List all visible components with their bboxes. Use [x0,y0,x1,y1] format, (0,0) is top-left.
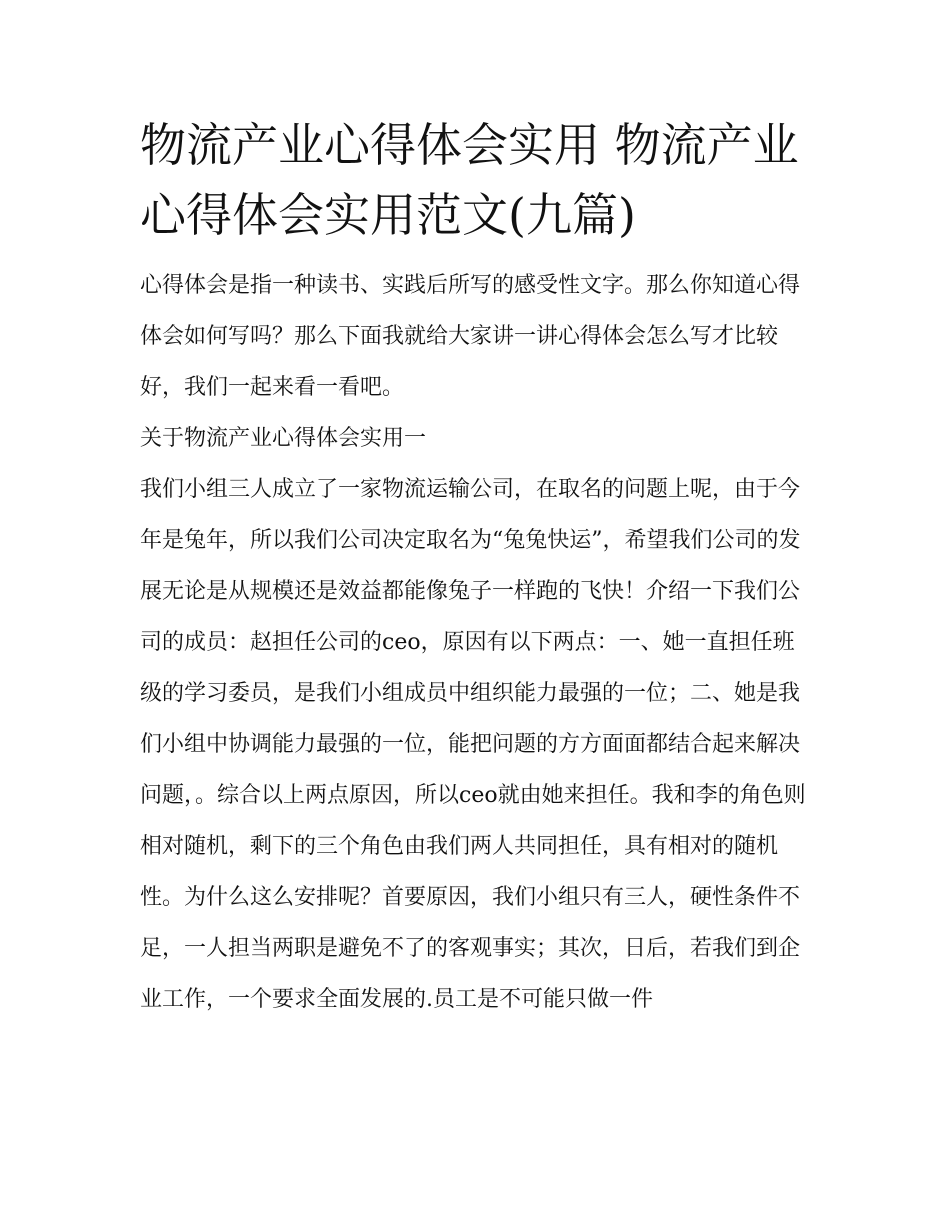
section-heading: 关于物流产业心得体会实用一 [140,426,427,451]
document-page [140,110,812,1025]
intro-paragraph: 心得体会是指一种读书、实践后所写的感受性文字。那么你知道心得体会如何写吗？那么下面我就给大家讲一讲心得体会怎么写才比较好，我们一起来看一看吧。 [140,273,801,400]
body-paragraph: 我们小组三人成立了一家物流运输公司，在取名的问题上呢，由于今年是兔年，所以我们公司决定取名为“兔兔快运”，希望我们公司的发展无论是从规模还是效益都能像兔子一样跑的飞快！介绍一下我们公司的成员：赵担任公司的ceo，原因有以下两点：一、她一直担任班级的学习委员，是我们小组成员中组织能力最强的一位；二、她是我们小组中协调能力最强的一位，能把问题的方方面面都结合起来解决问题，。综合以上两点原因，所以ceo就由她来担任。我和李的角色则相对随机，剩下的三个角色由我们两人共同担任，具有相对的随机性。为什么这么安排呢？首要原因，我们小组只有三人，硬性条件不足，一人担当两职是避免不了的客观事实；其次，日后，若我们到企业工作，一个要求全面发展的.员工是不可能只做一件 [140,477,806,1012]
document-title: 物流产业心得体会实用 物流产业心得体会实用范文(九篇) [140,118,799,242]
document-body [140,260,812,1025]
